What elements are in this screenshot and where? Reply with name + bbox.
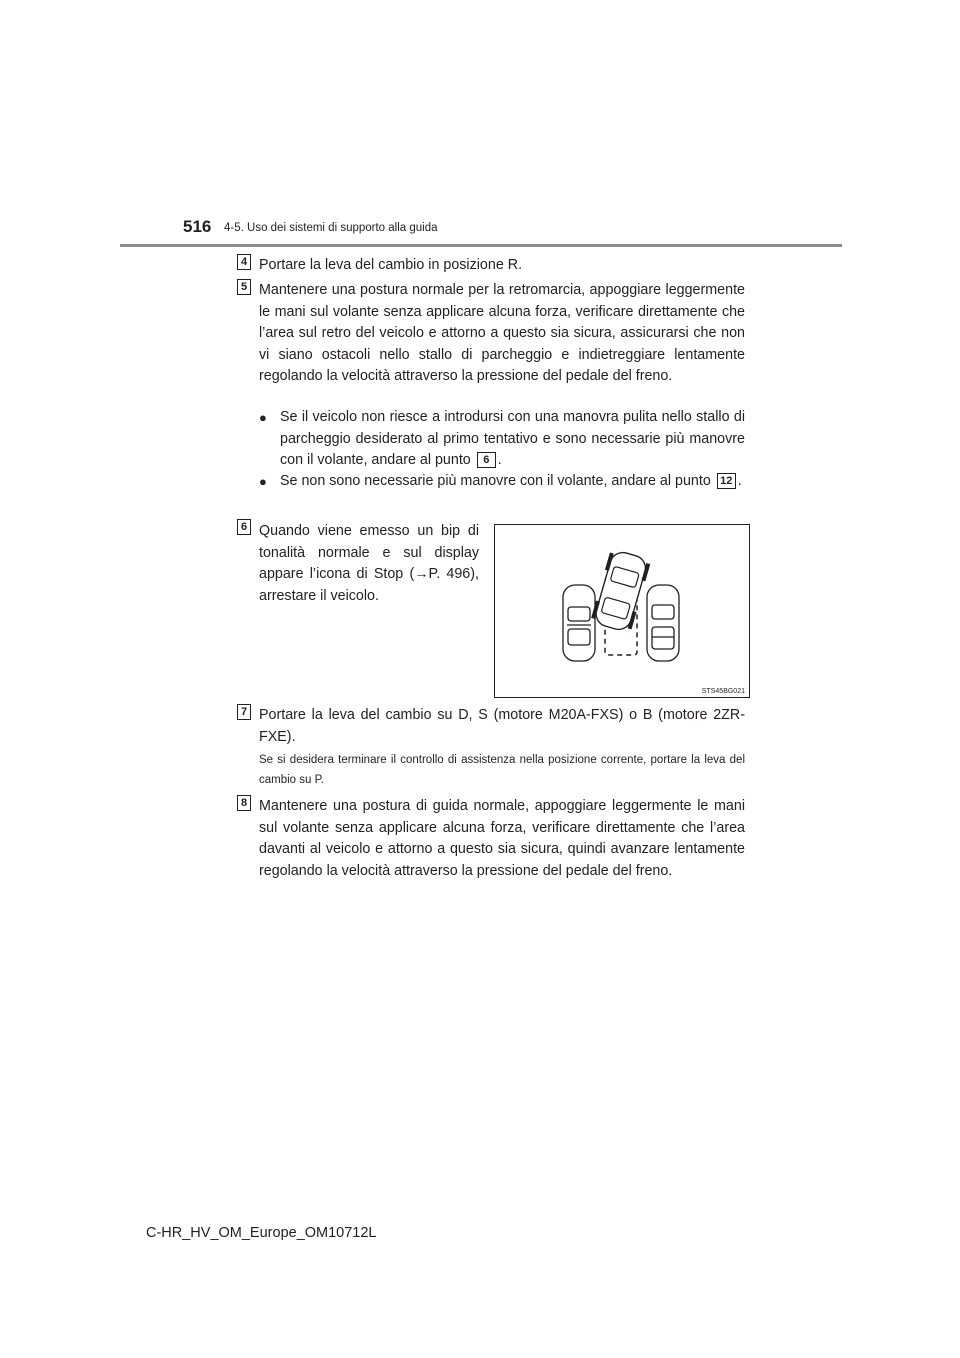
bullet-dot: ● bbox=[259, 410, 267, 425]
parking-diagram-svg bbox=[495, 525, 749, 697]
document-id: C-HR_HV_OM_Europe_OM10712L bbox=[146, 1225, 377, 1241]
step-6-text: Quando viene emesso un bip di tonalità normale e sul display appare l’icona di Stop (→P. 496), arrestare il veicolo. bbox=[259, 523, 479, 604]
parking-illustration bbox=[494, 524, 750, 698]
page-number: 516 bbox=[183, 217, 212, 236]
step-4-text: Portare la leva del cambio in posizione R. bbox=[259, 257, 523, 273]
step-5-text: Mantenere una postura normale per la retromarcia, appoggiare leggermente le mani sul volante senza applicare alcuna forza, verificare direttamente che l’area sul retro del veicolo e attorno a questo sia sicura, assicurarsi che non vi siano ostacoli nello stallo di parcheggio e indietreggiare lentamente regolando la velocità attraverso la pressione del pedale del freno. bbox=[259, 282, 745, 384]
step-badge-4: 4 bbox=[237, 254, 251, 270]
bullet-1-text: Se il veicolo non riesce a introdursi con una manovra pulita nello stallo di parcheggio desiderato al primo tentativo e sono necessarie più manovre con il volante, andare al punto bbox=[280, 409, 745, 468]
bullet-2-period: . bbox=[737, 473, 742, 489]
step-badge-5: 5 bbox=[237, 279, 251, 295]
step-5-bullet-1 bbox=[259, 407, 745, 472]
bullet-1-period: . bbox=[497, 452, 502, 468]
bullet-2-text: Se non sono necessarie più manovre con il volante, andare al punto bbox=[280, 473, 711, 489]
step-5-bullet-2 bbox=[259, 471, 745, 493]
parked-car-left-icon bbox=[563, 585, 595, 661]
goto-step-6-badge: 6 bbox=[477, 452, 496, 468]
step-7-note: Se si desidera terminare il controllo di assistenza nella posizione corrente, portare la leva del cambio su P. bbox=[259, 754, 745, 786]
parked-car-right-icon bbox=[647, 585, 679, 661]
bullet-dot: ● bbox=[259, 474, 267, 489]
goto-step-12-badge: 12 bbox=[717, 473, 736, 489]
step-8-text: Mantenere una postura di guida normale, appoggiare leggermente le mani sul volante senza applicare alcuna forza, verificare direttamente che l’area davanti al veicolo e attorno a questo sia sicura, quindi avanzare lentamente regolando la velocità attraverso la pressione del pedale del freno. bbox=[259, 798, 745, 879]
header-rule bbox=[120, 244, 842, 247]
figure-code: STS45BG021 bbox=[701, 688, 745, 695]
section-title: 4-5. Uso dei sistemi di supporto alla guida bbox=[224, 222, 438, 234]
step-7-text: Portare la leva del cambio su D, S (motore M20A-FXS) o B (motore 2ZR-FXE). bbox=[259, 707, 745, 745]
step-badge-8: 8 bbox=[237, 795, 251, 811]
step-badge-7: 7 bbox=[237, 704, 251, 720]
step-badge-6: 6 bbox=[237, 519, 251, 535]
maneuvering-car-icon bbox=[592, 549, 649, 633]
